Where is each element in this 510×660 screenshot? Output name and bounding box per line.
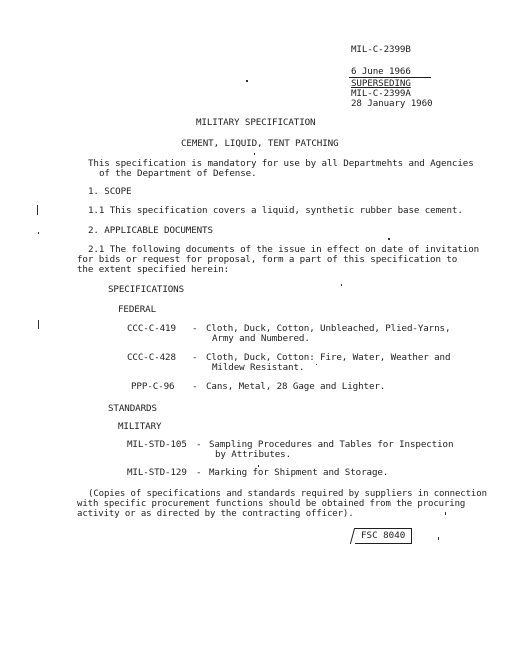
applicable-docs-line-3: the extent specified herein: [77,264,230,275]
spec-code: PPP-C-96 [131,381,175,392]
scan-mark [388,238,390,240]
note-line-3: activity or as directed by the contracting officer). [77,509,354,519]
note-line-2: with specific procurement functions should be obtained from the procuring [77,499,466,509]
standard-code: MIL-STD-105 [127,439,187,450]
scope-paragraph: 1.1 This specification covers a liquid, synthetic rubber base cement. [88,205,463,216]
spec-desc-cont: Army and Numbered. [212,333,310,344]
spec-desc-cont: Mildew Resistant. [212,362,305,373]
military-label: MILITARY [118,421,162,432]
standard-desc: Marking for Shipment and Storage. [209,467,389,478]
spec-dash: - [192,352,198,363]
standard-desc: Sampling Procedures and Tables for Inspection [209,439,454,450]
scan-mark [341,284,342,286]
spec-code: CCC-C-428 [127,352,176,363]
scan-mark [254,153,255,155]
scan-mark [445,512,446,515]
intro-line-1: This specification is mandatory for use by all Departmehts and Agencies [88,158,474,169]
doc-date: 6 June 1966 [351,66,411,77]
standard-desc-cont: by Attributes. [215,449,292,460]
spec-dash: - [192,323,198,334]
superseded-date: 28 January 1960 [351,98,433,109]
specifications-label: SPECIFICATIONS [108,284,185,295]
superseded-doc: MIL-C-2399A [351,88,411,99]
note-line-1: (Copies of specifications and standards required by suppliers in connection [88,489,487,499]
spec-type-title: MILITARY SPECIFICATION [196,117,316,128]
spec-code: CCC-C-419 [127,323,176,334]
scope-heading: 1. SCOPE [88,186,132,197]
scan-mark [38,320,39,329]
fsc-code: FSC 8040 [361,530,406,541]
scan-mark [316,364,317,365]
scan-mark [258,465,259,467]
fsc-code-box [355,528,412,544]
applicable-docs-line-1: 2.1 The following documents of the issue in effect on date of invitation [88,244,480,255]
superseding-label: SUPERSEDING [351,78,411,89]
standard-code: MIL-STD-129 [127,467,187,478]
standard-dash: - [196,439,202,450]
intro-line-2: of the Department of Defense. [99,168,257,179]
standards-label: STANDARDS [108,403,157,414]
spec-dash: - [192,381,198,392]
scan-mark [246,80,248,82]
doc-number: MIL-C-2399B [351,44,411,55]
scan-mark [438,537,439,540]
spec-subject-title: CEMENT, LIQUID, TENT PATCHING [181,138,339,149]
federal-label: FEDERAL [118,304,157,315]
spec-desc: Cloth, Duck, Cotton, Unbleached, Plied-Yarns, [206,323,451,334]
applicable-docs-heading: 2. APPLICABLE DOCUMENTS [88,225,213,236]
scan-mark [37,205,38,215]
spec-desc: Cloth, Duck, Cotton: Fire, Water, Weather and [206,352,451,363]
scan-mark [38,232,39,234]
spec-desc: Cans, Metal, 28 Gage and Lighter. [206,381,386,392]
applicable-docs-line-2: for bids or request for proposal, form a part of this specification to [77,254,458,265]
standard-dash: - [196,467,202,478]
